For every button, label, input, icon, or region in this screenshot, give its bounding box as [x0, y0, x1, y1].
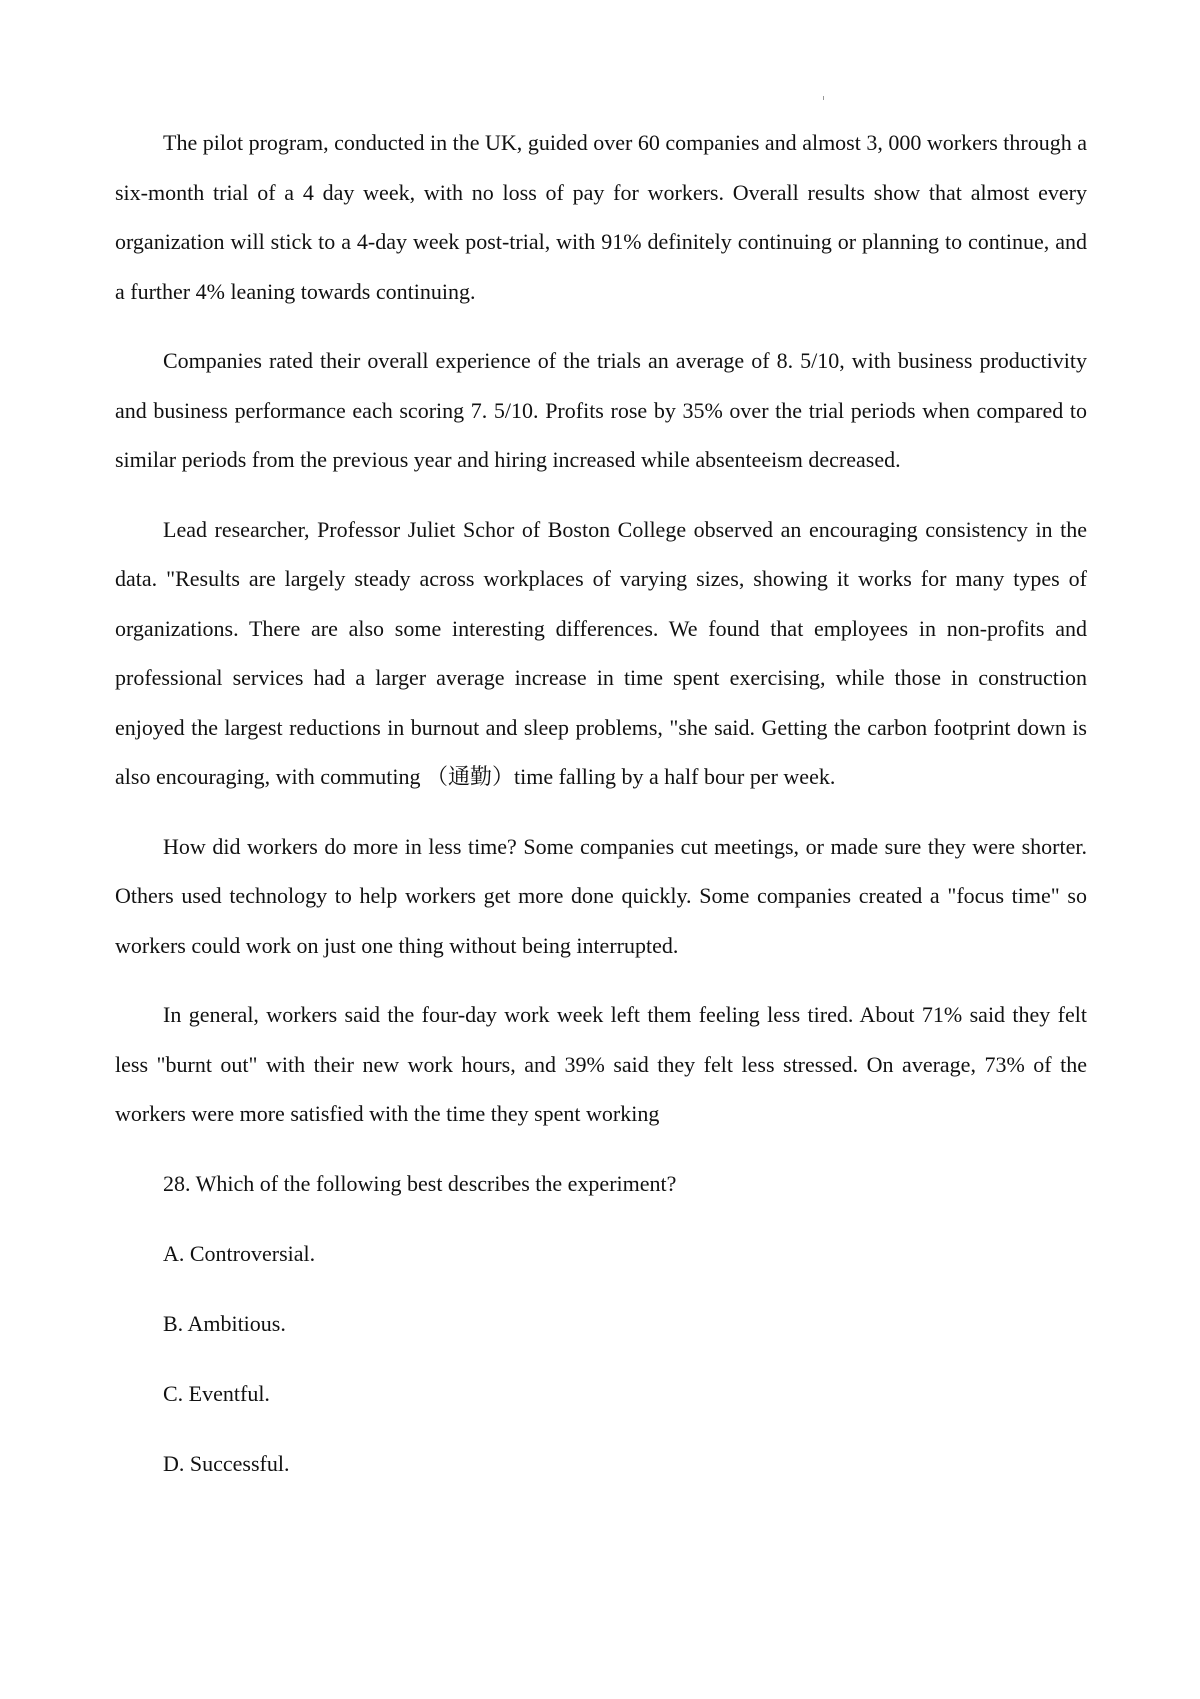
- option-c: C. Eventful.: [163, 1380, 270, 1406]
- option-a: A. Controversial.: [163, 1240, 316, 1266]
- option-d: D. Successful.: [163, 1450, 290, 1476]
- stray-mark: [823, 96, 824, 100]
- paragraph-4: How did workers do more in less time? Some companies cut meetings, or made sure they were shorter. Others used technology to help workers get more done quickly. Some companies created a "focus time" so workers could work on just one thing without being interrupted.: [115, 833, 1087, 958]
- passage-content: [115, 118, 1087, 1509]
- question-stem: 28. Which of the following best describes the experiment?: [163, 1170, 677, 1196]
- paragraph-5: In general, workers said the four-day work week left them feeling less tired. About 71% said they felt less "burnt out" with their new work hours, and 39% said they felt less stressed. On average, 73% of the workers were more satisfied with the time they spent working: [115, 1002, 1087, 1126]
- option-b: B. Ambitious.: [163, 1310, 286, 1336]
- question-block: [115, 1159, 1087, 1509]
- paragraph-1: The pilot program, conducted in the UK, guided over 60 companies and almost 3, 000 workers through a six-month trial of a 4 day week, with no loss of pay for workers. Overall results show that almost every organization will stick to a 4-day week post-trial, with 91% definitely continuing or planning to continue, and a further 4% leaning towards continuing.: [115, 130, 1087, 304]
- paragraph-2: Companies rated their overall experience of the trials an average of 8. 5/10, with business productivity and business performance each scoring 7. 5/10. Profits rose by 35% over the trial periods when compared to similar periods from the previous year and hiring increased while absenteeism decreased.: [115, 348, 1087, 472]
- paragraph-3: Lead researcher, Professor Juliet Schor of Boston College observed an encouraging consistency in the data. "Results are largely steady across workplaces of varying sizes, showing it works for many types of organizations. There are also some interesting differences. We found that employees in non-profits and professional services had a larger average increase in time spent exercising, while those in construction enjoyed the largest reductions in burnout and sleep problems, "she said. Getting the carbon footprint down is also encouraging, with commuting （通勤）time falling by a half bour per week.: [115, 516, 1087, 789]
